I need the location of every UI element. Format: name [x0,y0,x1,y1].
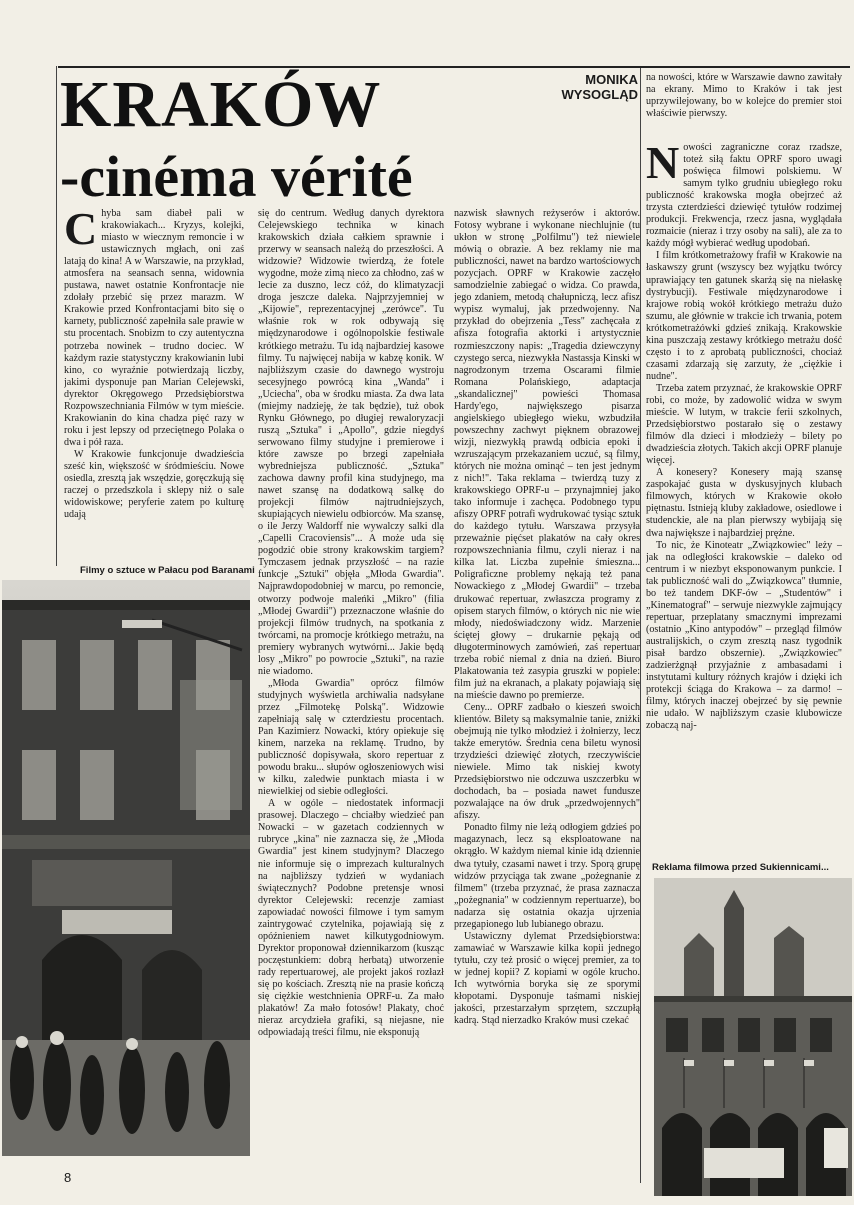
paragraph: Chyba sam diabeł pali w krakowiakach... Kryzys, kolejki, miasto w wiecznym remoncie i w ustawicznych mgłach, oni zaś latają do kina! A w Warszawie, na przykład, atmosfera na seansach senna, widownia pustawa, nawet ostatnie Konfrontacje nie zdołały przebić się przez marazm. W Krakowie przed Konfrontacjami bito się o karnety, publiczność zapełniła sale prawie w stu procentach. Snobizm to czy autentyczna potrzeba nowinek – trudno dociec. W każdym razie statystyczny krakowianin lubi kino, co wyraźnie potwierdzają liczby, jakimi dysponuje pan Marian Celejewski, dyrektor Okręgowego Przedsiębiorstwa Rozpowszechniania Filmów w tym mieście. Krakowianin do kina chadza pięć razy w roku i jest lepszy od przeciętnego Polaka o dwa i pół raza. [64,208,244,448]
paragraph: na nowości, które w Warszawie dawno zawitały na ekrany. Mimo to Kraków i tak jest uprzywilejowany, bo w kolejce do premier stoi właściwie pierwszy. [646,72,842,120]
drop-cap: N [646,142,680,188]
paragraph: Ponadto filmy nie leżą odłogiem gdzieś po magazynach, lecz są eksploatowane na okrągło. W każdym niemal kinie idą dziennie dwa tytuły, czasami nawet i trzy. Sporą grupę widzów przyciąga tak zwane „pożegnanie z filmem" (trzeba przyznać, że prasa zaznacza „pożegnania" w codziennym repertuarze), bo nadarza się ostatnia okazja ujrzenia przegapionego lub lubianego obrazu. [454,822,640,930]
paragraph: To nic, że Kinoteatr „Związkowiec" leży – jak na odległości krakowskie – daleko od centrum i w niezbyt eksponowanym punkcie. I tak publiczność wali do „Związkowca" tłumnie, bo też tandem DKF-ów – „Studentów" i „Kinematograf" – serwuje niezwykle zajmujący repertuar, przeplatany smacznymi imprezami (ostatnio „Kino antypodów" – przegląd filmów australijskich, o czym zresztą nasz tygodnik pisał bardzo obszernie). „Związkowiec" zadzierżgnął przyjaźnie z ambasadami i instytutami kultury różnych krajów i dzięki ich protekcji ściąga do Krakowa – za darmo! – filmy, których inaczej obejrzeć by się pewnie nie udało. W najbliższym czasie klubowicze zobaczą naj- [646,539,842,732]
article-column-2 [258,208,444,1183]
photo-caption-left: Filmy o sztuce w Pałacu pod Baranami [80,565,255,576]
article-column-1 [64,208,244,556]
author-byline [530,72,638,102]
headline-line-1: KRAKÓW [60,68,382,141]
building-photo-illustration [2,580,250,1156]
paragraph: „Młoda Gwardia" oprócz filmów studyjnych wyświetla archiwalia nadsyłane przez „Filmotekę Polską". Widzowie zapełniają salę w czterdziestu procentach. Pan Kazimierz Nowacki, który opiekuje się kinem, narzeka na reklamę. Trudno, by publiczność dopisywała, skoro repertuar z powodu braku... słupów ogłoszeniowych wisi w kilku, zaledwie punktach miasta i w niewielkiej od siebie odległości. [258,677,444,798]
paragraph: A konesery? Konesery mają szansę zaspokajać gusta w dyskusyjnych klubach filmowych, których w Krakowie około piętnastu. Istnieją kluby zakładowe, osiedlowe i studenckie, ale na plan pierwszy wybijają się dwa największe i najbardziej prężne. [646,467,842,539]
article-column-4 [646,142,842,850]
photo-cloth-hall [654,878,852,1196]
paragraph: Nowości zagraniczne coraz rzadsze, toteż siłą faktu OPRF sporo uwagi poświęca filmowi polskiemu. W samym tylko grudniu ubiegłego roku publiczność krakowska mogła obejrzeć aż trzysta czterdzieści dziewięć tytułów rodzimej produkcji. Frekwencja, rzecz jasna, wyglądała rozmaicie (nieraz i trzy osoby na sali), ale za to każdy mógł wybierać według upodobań. [646,142,842,250]
page-number: 8 [64,1170,72,1185]
cloth-hall-illustration [654,878,852,1196]
paragraph: I film krótkometrażowy frafił w Krakowie na łaskawszy grunt (wszyscy bez wyjątku twórcy uprawiający ten gatunek skarżą się na niełaskę dystrybucji). Festiwale międzynarodowe i krajowe robią wokół krótkiego metrażu dużo szumu, ale głównie w trakcie ich trwania, potem krótkometrażówki gdzieś znikają. Krakowskie kina puszczają zestawy krótkiego metrażu dość często i to z aprobatą publiczności, chociaż czasami zdarzają się zarzuty, że „ciężkie i nudne". [646,250,842,382]
author-last-name: WYSOGLĄD [561,87,638,102]
author-first-name: MONIKA [585,72,638,87]
drop-cap: C [64,208,98,254]
photo-palace-under-rams [2,580,250,1156]
photo-caption-right: Reklama filmowa przed Sukiennicami... [652,862,829,873]
column-divider [640,68,641,1183]
article-column-3 [454,208,640,1183]
paragraph: się do centrum. Według danych dyrektora Celejewskiego technika w kinach krakowskich działa całkiem sprawnie i przerwy w seansach należą do przeszłości. A widzowie? Widzowie twierdzą, że fotele wygodne, może zimą nieco za chłodno, zaś w lecie za duszno, lecz cóż, do klimatyzacji droga jeszcze daleka. Najprzyjemniej w „Kijowie", reprezentacyjnej „zerówce". Tu właśnie rok w rok odbywają się międzynarodowe i ogólnopolskie festiwale krótkiego metrażu. Tu idą najbardziej kasowe filmy. Tu najwięcej nabija w kabzę konik. W najbliższym czasie do dawnego wystroju secesyjnego powrócą kina „Wanda" i „Uciecha", oba w środku miasta. Za dwa lata (miejmy nadzieję, że tak będzie), tuż obok Rynku Głównego, po długiej rewaloryzacji ruszą „Sztuka" i „Apollo", gdzie niegdyś serwowano filmy studyjne i premierowe i które zawsze po brzegi zapełniała wybredniejsza publiczność. „Sztuka" zachowa dawny profil kina studyjnego, ma nawet szansę na dodatkową salkę do projekcji filmów najtrudniejszych, skupiających niewielu odbiorców. Ma szansę, o ile Jerzy Waldorff nie wywalczy salki dla „Capelli Cracoviensis"... A może uda się pogodzić obie strony krakowskim targiem? Tymczasem jednak przyszłość – na razie funkcje „Sztuki" objęła „Młoda Gwardia". Najprawdopodobniej w marcu, po remoncie, otworzy podwoje maleńki „Mikro" (filia „Młodej Gwardii") przeznaczone właśnie do projekcji filmów trudnych, na spotkania z twórcami, na promocje krótkiego metrażu, na premiery wybranych wytwórni... Jakie będą losy „Mikro" po powrocie „Sztuki", na razie nie wiadomo. [258,208,444,677]
paragraph: Ceny... OPRF zadbało o kieszeń swoich klientów. Bilety są maksymalnie tanie, zniżki obejmują nie tylko młodzież i żołnierzy, lecz także emerytów. Średnia cena biletu wynosi trzydzieści dziewięć złotych, rzeczywiście niewiele. Mimo tak niskiej kwoty Przedsiębiorstwo nie odczuwa uszczerbku w dochodach, ba – posiada nawet fundusze pozwalające na ów druk „przedwojennych" afiszy. [454,701,640,822]
paragraph: A w ogóle – niedostatek informacji prasowej. Dlaczego – chciałby wiedzieć pan Nowacki – w gazetach codziennych w rubryce „kina" nie zaznacza się, że „Młoda Gwardia" jest kinem studyjnym? Dlaczego nie informuje się o imprezach kulturalnych na najbliższy tydzień w wydaniach świątecznych? Podobne pretensje wnosi dyrektor Celejewski: recenzje zamiast zapowiadać nowości filmowe i tym samym zaintrygować czytelnika, pojawiają się z opóźnieniem nawet kilkutygodniowym. Dyrektor proponował dziennikarzom (kusząc poczęstunkiem: dobrą herbatą) utworzenie rady repertuarowej, ale projekt jakoś rozłazł się po kościach. Zresztą nie na prasie kończą się ciężkie westchnienia OPRF-u. Za mało plakatów! Za mało fotosów! Plakaty, choć nieraz arcydzieła grafiki, są niejasne, nie odpowiadają treści filmu, nie eksponują [258,798,444,1039]
headline [60,70,530,210]
paragraph: Trzeba zatem przyznać, że krakowskie OPRF robi, co może, by zadowolić widza w swym mieście. W lutym, w trakcie ferii szkolnych, Przedsiębiorstwo postarało się o zestawy filmów dla dzieci i młodzieży – bilety po dwadzieścia złotych. Takich akcji OPRF planuje więcej. [646,382,842,467]
left-border [56,66,57,566]
paragraph: W Krakowie funkcjonuje dwadzieścia sześć kin, większość w śródmieściu. Nowe osiedla, zresztą jak wszędzie, goręczkują się raczej o przedszkola i sklepy niż o sale widowiskowe; peryferie zatem po kulturę udają [64,448,244,521]
paragraph: Ustawiczny dylemat Przedsiębiorstwa: zamawiać w Warszawie kilka kopii jednego tytułu, czy też prosić o więcej premier, za to w jednej kopii? Z kopiami w ogóle krucho. Ich wytwórnia boryka się ze sporymi kłopotami. Dysponuje taśmami niskiej jakości, przestarzałym sprzętem, szczupłą kadrą. Stąd nierzadko Kraków musi czekać [454,930,640,1027]
article-column-4-top [646,72,842,132]
headline-line-2: -cinéma vérité [60,144,413,209]
paragraph: nazwisk sławnych reżyserów i aktorów. Fotosy wybrane i wykonane niechlujnie (tu ukłon w stronę „Polfilmu") też niewiele mówią o obrazie. A bez reklamy nie ma publiczności, nawet na bardzo wartościowych pozycjach. OPRF w Krakowie zaczęło samodzielnie zabiegać o widza. Co prawda, jego zdaniem, metodą chałupniczą, lecz afisz wypisz wymaluj, jak przedwojenny. Na przykład do obejrzenia „Tess" zachęcała z afisza fotografia aktorki i artystycznie rozmieszczony napis: „Tragedia dziewczyny czystego serca, niezwykła Nastassja Kinski w nagrodzonym trzema Oscarami filmie Romana Polańskiego, adaptacja „skandalicznej" powieści Thomasa Hardy'ego, największego pisarza angielskiego ubiegłego wieku, wzbudziła powszechny zachwyt pięknem obrazowej wizji, niezwykłą prawdą odbicia epoki i wzruszającym przekazaniem uczuć, są filmy, których nie można ominąć – ten jest jednym z nich!". Taka reklama – twierdzą tuzy z krakowskiego OPRF-u – przynajmniej jako tako informuje i zachęca. Podobnego typu afiszy OPRF potrafi wydrukować tysiąc sztuk do każdego tytułu. Warszawa przysyła przeważnie pięćset plakatów na cały okres rozpowszechniania filmu, czyli nieraz i na kilka lat. Liczba zupełnie śmieszna... Poligraficzne problemy nękają też pana Nowackiego z „Młodej Gwardii" – trzeba drukować repertuar, zwłaszcza programy z opisem starych filmów, o których nic nie wie młody, niedoświadczony widz. Marzenie ściętej głowy – drukarnie pękają od długoterminowych zamówień, zaś repertuar trzeba robić niemal z dnia na dzień. Biuro Plakatowania też zasypia gruszki w popiele: film już na ekranach, a plakaty pojawiają się na mieście dawno po premierze. [454,208,640,701]
